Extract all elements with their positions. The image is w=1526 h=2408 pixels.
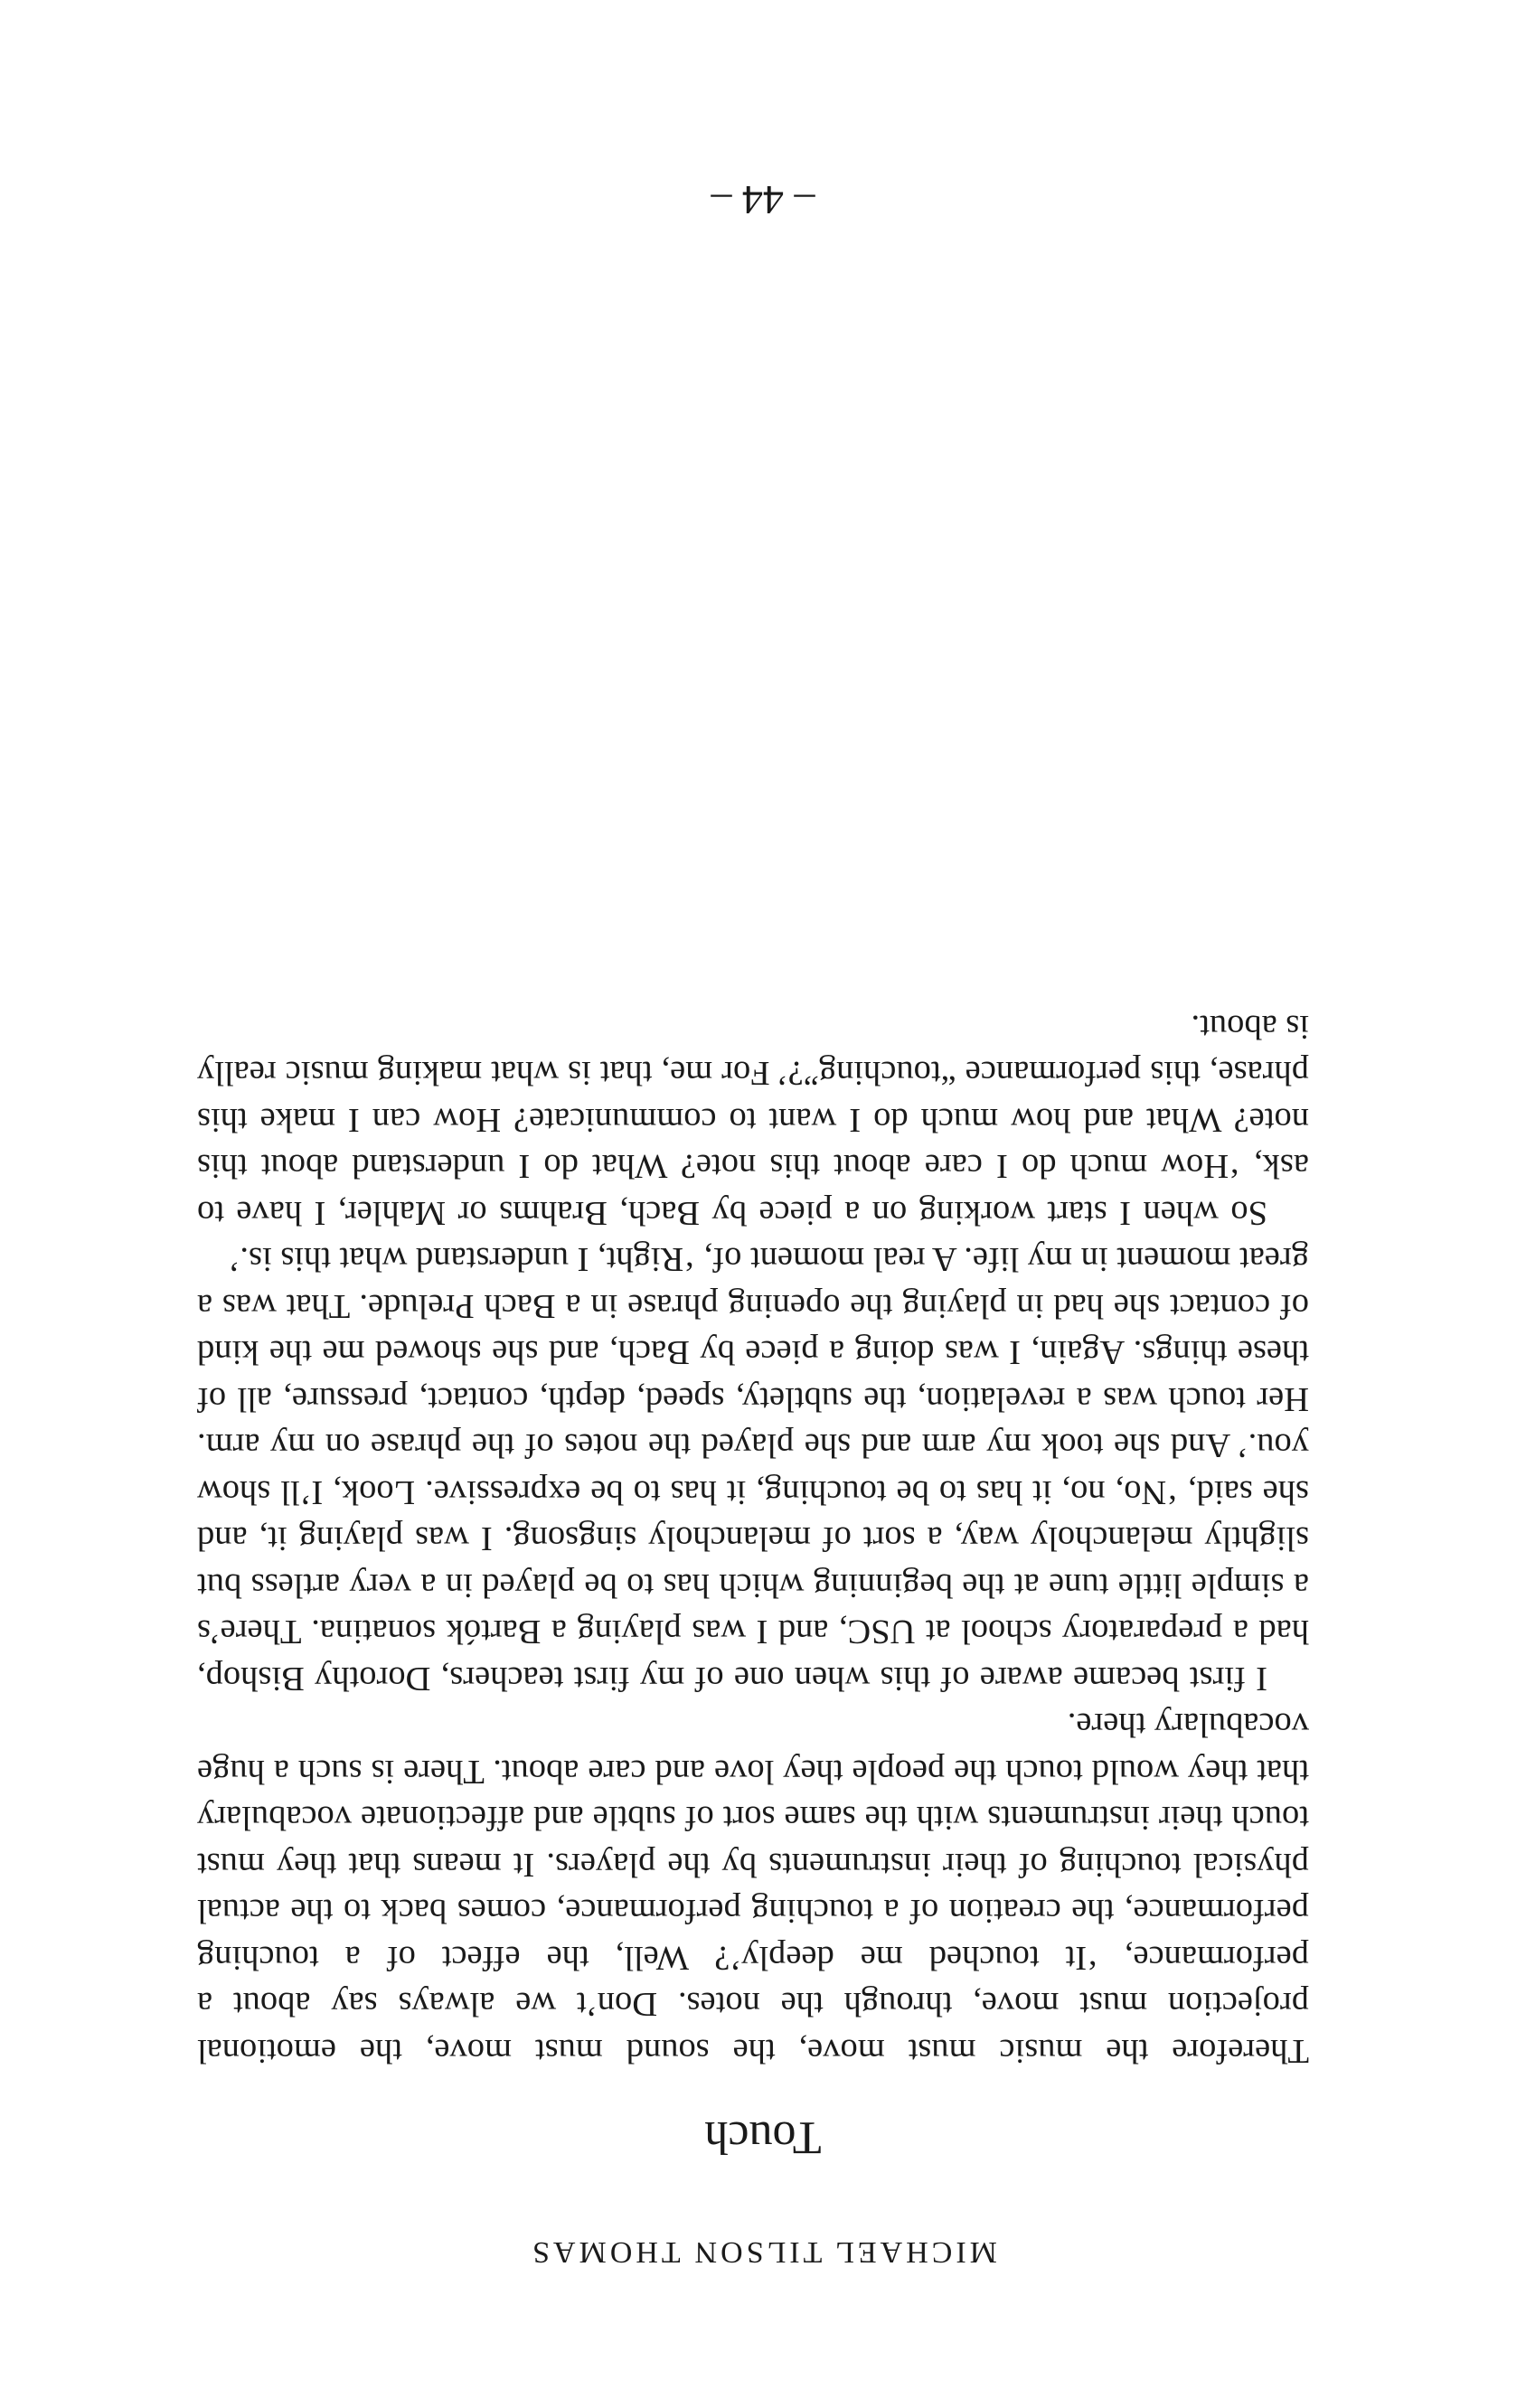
chapter-title: Touch [704,2112,822,2163]
body-text [197,1003,1309,2074]
page-number: – 44 – [711,177,815,223]
paragraph: Therefore the music must move, the sound must move, the emotional projection must move, through the notes. Don’t we always say about a performance, ‘It touched me deeply’? Well, the effect of a touching performance, the creation of a touching performance, comes back to the actual physical touching of their instruments by the players. It means that they must touch their instruments with the same sort of subtle and affectionate vocabulary that they would touch the people they love and care about. There is such a huge vocabulary there. [197,1706,1309,2070]
paragraph: I first became aware of this when one of my first teachers, Dorothy Bishop, had a preparatory school at USC, and I was playing a Bartók sonatina. There’s a simple little tune at the beginning which has to be played in a very artless but slightly melancholy way, a sort of melancholy singsong. I was playing it, and she said, ‘No, no, it has to be touching, it has to be expressive. Look, I’ll show you.’ And she took my arm and she played the notes of the phrase on my arm. Her touch was a revelation, the subtlety, speed, depth, contact, pressure, all of these things. Again, I was doing a piece by Bach, and she showed me the kind of contact she had in playing the opening phrase in a Bach Prelude. That was a great moment in my life. A real moment of, ‘Right, I understand what this is.’ [197,1240,1309,1698]
paragraph: So when I start working on a piece by Bach, Brahms or Mahler, I have to ask, ‘How much do I care about this note? What do I understand about this note? What and how much do I want to communicate? How can I make this phrase, this performance “touching”?’ For me, that is what making music really is about. [197,1008,1309,1232]
running-head: MICHAEL TILSON THOMAS [529,2235,997,2269]
